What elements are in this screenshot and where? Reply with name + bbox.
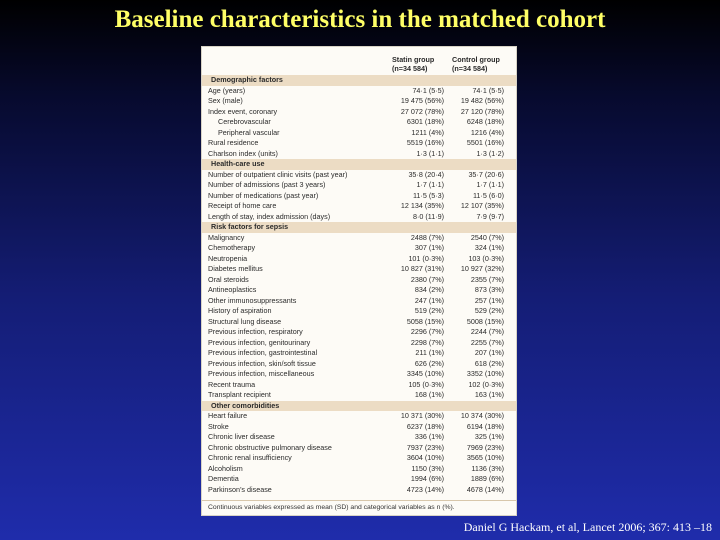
row-label: Alcoholism (208, 463, 243, 473)
control-value: 102 (0·3%) (468, 379, 504, 389)
control-value: 2540 (7%) (470, 232, 504, 242)
row-label: Parkinson’s disease (208, 484, 272, 494)
control-value: 5008 (15%) (466, 316, 504, 326)
statin-value: 626 (2%) (414, 358, 444, 368)
table-row (208, 264, 510, 275)
control-value: 10 374 (30%) (460, 411, 504, 420)
statin-column-header (390, 55, 450, 73)
table-row (208, 107, 510, 118)
control-value: 35·7 (20·6) (468, 169, 504, 179)
row-label: Previous infection, gastrointestinal (208, 348, 318, 357)
control-value: 103 (0·3%) (468, 253, 504, 263)
statin-value: 2298 (7%) (410, 337, 444, 347)
row-label: Stroke (208, 421, 229, 431)
statin-value: 1·3 (1·1) (416, 148, 444, 158)
control-value: 12 107 (35%) (460, 201, 504, 210)
control-value: 529 (2%) (474, 306, 504, 315)
control-value: 618 (2%) (474, 358, 504, 368)
statin-value: 307 (1%) (414, 243, 444, 252)
table-row (208, 317, 510, 328)
table-row (208, 170, 510, 181)
statin-value: 105 (0·3%) (408, 379, 444, 389)
row-label: Receipt of home care (208, 201, 277, 210)
control-value: 7·9 (9·7) (476, 211, 504, 221)
control-value: 873 (3%) (474, 285, 504, 294)
row-label: Index event, coronary (208, 106, 278, 116)
row-label: Charlson index (units) (208, 148, 278, 158)
row-label: Dementia (208, 474, 239, 483)
row-label: Oral steroids (208, 274, 249, 284)
row-label: Number of outpatient clinic visits (past year) (208, 169, 348, 179)
statin-header-title: Statin group (392, 55, 435, 64)
statin-value: 3345 (10%) (406, 369, 444, 378)
row-label: Chronic renal insufficiency (208, 453, 292, 462)
statin-value: 1211 (4%) (411, 127, 444, 137)
table-row (208, 306, 510, 317)
row-label: Malignancy (208, 232, 245, 242)
statin-value: 3604 (10%) (406, 453, 444, 462)
row-label: Structural lung disease (208, 316, 282, 326)
footnote-divider (202, 500, 516, 501)
section-header: Health-care use (202, 159, 516, 170)
table-row (208, 201, 510, 212)
citation: Daniel G Hackam, et al, Lancet 2006; 367: 413 –18 (463, 520, 712, 534)
control-value: 325 (1%) (474, 432, 504, 441)
row-label: Previous infection, genitourinary (208, 337, 311, 347)
row-label: Other immunosuppressants (208, 295, 297, 305)
section-header: Risk factors for sepsis (202, 222, 516, 233)
control-value: 27 120 (78%) (460, 106, 504, 116)
slide-title: Baseline characteristics in the matched cohort (114, 6, 606, 33)
row-label: Number of admissions (past 3 years) (208, 180, 326, 189)
table-row (208, 380, 510, 391)
table-row (208, 254, 510, 265)
control-column-header (450, 55, 510, 73)
baseline-table (201, 46, 517, 516)
statin-value: 6301 (18%) (406, 117, 444, 126)
control-value: 7969 (23%) (466, 442, 504, 452)
control-value: 207 (1%) (474, 348, 504, 357)
control-value: 6248 (18%) (466, 117, 504, 126)
table-row (208, 411, 510, 422)
table-row (208, 369, 510, 380)
table-row (208, 138, 510, 149)
statin-value: 336 (1%) (414, 432, 444, 441)
row-label: Antineoplastics (208, 285, 257, 294)
table-row (208, 296, 510, 307)
row-label: History of aspiration (208, 306, 272, 315)
control-value: 6194 (18%) (466, 421, 504, 431)
table-row (208, 191, 510, 202)
table-row (208, 474, 510, 485)
statin-value: 4723 (14%) (406, 484, 444, 494)
table-row (208, 149, 510, 160)
control-value: 5501 (16%) (466, 138, 504, 147)
control-value: 324 (1%) (474, 243, 504, 252)
table-row (208, 338, 510, 349)
statin-value: 834 (2%) (414, 285, 444, 294)
table-row (208, 348, 510, 359)
row-label: Transplant recipient (208, 390, 271, 399)
statin-value: 1994 (6%) (410, 474, 444, 483)
table-row (208, 275, 510, 286)
row-label: Length of stay, index admission (days) (208, 211, 331, 221)
row-label: Rural residence (208, 138, 259, 147)
statin-value: 2380 (7%) (410, 274, 444, 284)
statin-header-n: (n=34 584) (392, 64, 428, 73)
section-header: Demographic factors (202, 75, 516, 86)
statin-value: 12 134 (35%) (400, 201, 444, 210)
control-value: 2255 (7%) (470, 337, 504, 347)
row-label: Number of medications (past year) (208, 190, 319, 200)
control-value: 1·7 (1·1) (476, 180, 504, 189)
row-label: Chronic obstructive pulmonary disease (208, 442, 332, 452)
control-value: 11·5 (6·0) (472, 190, 504, 200)
statin-value: 2296 (7%) (410, 327, 444, 336)
row-label: Peripheral vascular (218, 127, 280, 137)
statin-value: 2488 (7%) (410, 232, 444, 242)
statin-value: 11·5 (5·3) (412, 190, 444, 200)
table-row (208, 432, 510, 443)
row-label: Cerebrovascular (218, 117, 271, 126)
statin-value: 74·1 (5·5) (412, 85, 444, 95)
statin-value: 27 072 (78%) (400, 106, 444, 116)
table-row (208, 180, 510, 191)
statin-value: 5058 (15%) (406, 316, 444, 326)
statin-value: 1·7 (1·1) (416, 180, 444, 189)
statin-value: 7937 (23%) (406, 442, 444, 452)
table-row (208, 390, 510, 401)
statin-value: 519 (2%) (414, 306, 444, 315)
control-value: 1·3 (1·2) (476, 148, 504, 158)
statin-value: 1150 (3%) (411, 463, 444, 473)
table-row (208, 243, 510, 254)
control-header-n: (n=34 584) (452, 64, 488, 73)
table-row (208, 443, 510, 454)
control-value: 4678 (14%) (466, 484, 504, 494)
statin-value: 10 827 (31%) (400, 264, 444, 273)
statin-value: 5519 (16%) (406, 138, 444, 147)
control-value: 74·1 (5·5) (472, 85, 504, 95)
control-value: 257 (1%) (474, 295, 504, 305)
control-value: 10 927 (32%) (460, 264, 504, 273)
control-value: 1216 (4%) (470, 127, 504, 137)
table-row (208, 485, 510, 496)
statin-value: 247 (1%) (414, 295, 444, 305)
statin-value: 10 371 (30%) (400, 411, 444, 420)
row-label: Age (years) (208, 85, 246, 95)
table-row (208, 96, 510, 107)
table-row (208, 128, 510, 139)
control-value: 3565 (10%) (466, 453, 504, 462)
row-label: Neutropenia (208, 253, 248, 263)
row-label: Heart failure (208, 411, 248, 420)
row-label: Recent trauma (208, 379, 256, 389)
row-label: Diabetes mellitus (208, 264, 263, 273)
statin-value: 6237 (18%) (406, 421, 444, 431)
control-value: 163 (1%) (474, 390, 504, 399)
row-label: Previous infection, respiratory (208, 327, 303, 336)
table-row (208, 233, 510, 244)
table-row (208, 285, 510, 296)
control-header-title: Control group (452, 55, 500, 64)
control-value: 1136 (3%) (471, 463, 504, 473)
table-row (208, 117, 510, 128)
table-row (208, 422, 510, 433)
row-label: Chemotherapy (208, 243, 256, 252)
control-value: 2244 (7%) (470, 327, 504, 336)
control-value: 2355 (7%) (470, 274, 504, 284)
table-row (208, 212, 510, 223)
table-row (208, 327, 510, 338)
table-row (208, 453, 510, 464)
row-label: Sex (male) (208, 96, 243, 105)
statin-value: 168 (1%) (414, 390, 444, 399)
row-label: Previous infection, miscellaneous (208, 369, 315, 378)
statin-value: 19 475 (56%) (400, 96, 444, 105)
table-row (208, 464, 510, 475)
table-row (208, 86, 510, 97)
table-body (208, 75, 510, 495)
control-value: 19 482 (56%) (460, 96, 504, 105)
control-value: 3352 (10%) (466, 369, 504, 378)
statin-value: 8·0 (11·9) (412, 211, 444, 221)
table-row (208, 359, 510, 370)
statin-value: 101 (0·3%) (408, 253, 444, 263)
row-label: Previous infection, skin/soft tissue (208, 358, 316, 368)
control-value: 1889 (6%) (470, 474, 504, 483)
section-header: Other comorbidities (202, 401, 516, 412)
table-header (208, 47, 510, 75)
row-label: Chronic liver disease (208, 432, 275, 441)
statin-value: 35·8 (20·4) (408, 169, 444, 179)
table-footnote: Continuous variables expressed as mean (SD) and categorical variables as n (%). (208, 504, 455, 511)
statin-value: 211 (1%) (415, 348, 444, 357)
